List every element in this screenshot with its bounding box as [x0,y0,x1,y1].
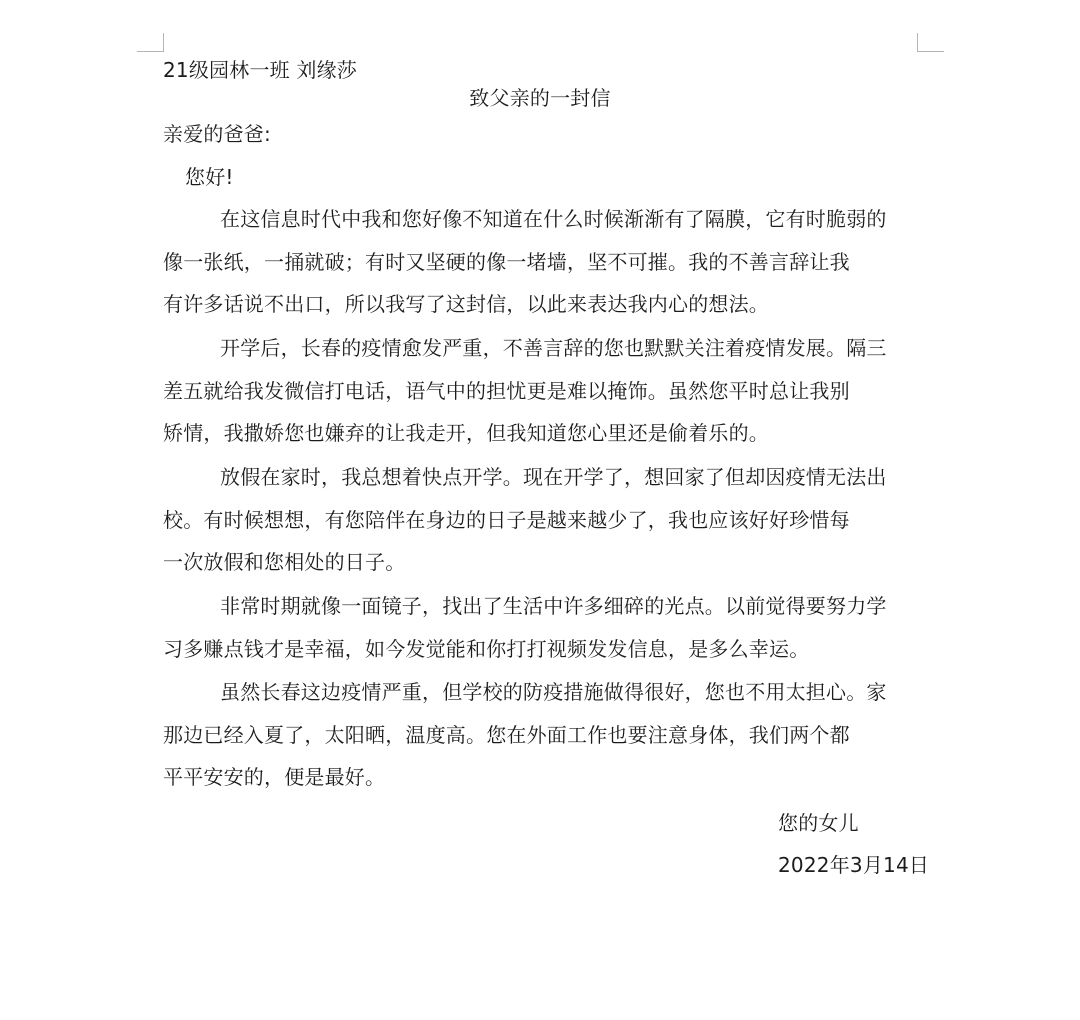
body-line: 差五就给我发微信打电话，语气中的担忧更是难以掩饰。虽然您平时总让我别 [163,379,850,403]
body-line: 校。有时候想想，有您陪伴在身边的日子是越来越少了，我也应该好好珍惜每 [163,508,850,532]
body-line: 那边已经入夏了，太阳晒，温度高。您在外面工作也要注意身体，我们两个都 [163,723,850,747]
body-line: 有许多话说不出口，所以我写了这封信，以此来表达我内心的想法。 [163,292,769,316]
body-line: 开学后，长春的疫情愈发严重，不善言辞的您也默默关注着疫情发展。隔三 [220,336,887,360]
body-line: 非常时期就像一面镜子，找出了生活中许多细碎的光点。以前觉得要努力学 [220,594,887,618]
signature: 您的女儿 [778,811,859,835]
body-line: 像一张纸，一捅就破；有时又坚硬的像一堵墙，坚不可摧。我的不善言辞让我 [163,250,850,274]
letter-date: 2022年3月14日 [778,853,930,877]
greeting: 您好! [185,165,234,189]
body-line: 习多赚点钱才是幸福，如今发觉能和你打打视频发发信息，是多么幸运。 [163,637,810,661]
letter-title: 致父亲的一封信 [469,86,611,110]
crop-mark-top-right [917,33,944,52]
crop-mark-top-left [137,33,164,52]
salutation: 亲爱的爸爸: [163,122,271,146]
body-line: 矫情，我撒娇您也嫌弃的让我走开，但我知道您心里还是偷着乐的。 [163,421,769,445]
body-line: 一次放假和您相处的日子。 [163,550,406,574]
body-line: 平平安安的，便是最好。 [163,765,386,789]
body-line: 放假在家时，我总想着快点开学。现在开学了，想回家了但却因疫情无法出 [220,465,887,489]
body-line: 虽然长春这边疫情严重，但学校的防疫措施做得很好，您也不用太担心。家 [220,680,887,704]
body-line: 在这信息时代中我和您好像不知道在什么时候渐渐有了隔膜，它有时脆弱的 [220,207,887,231]
author-header: 21级园林一班 刘缘莎 [163,58,358,82]
